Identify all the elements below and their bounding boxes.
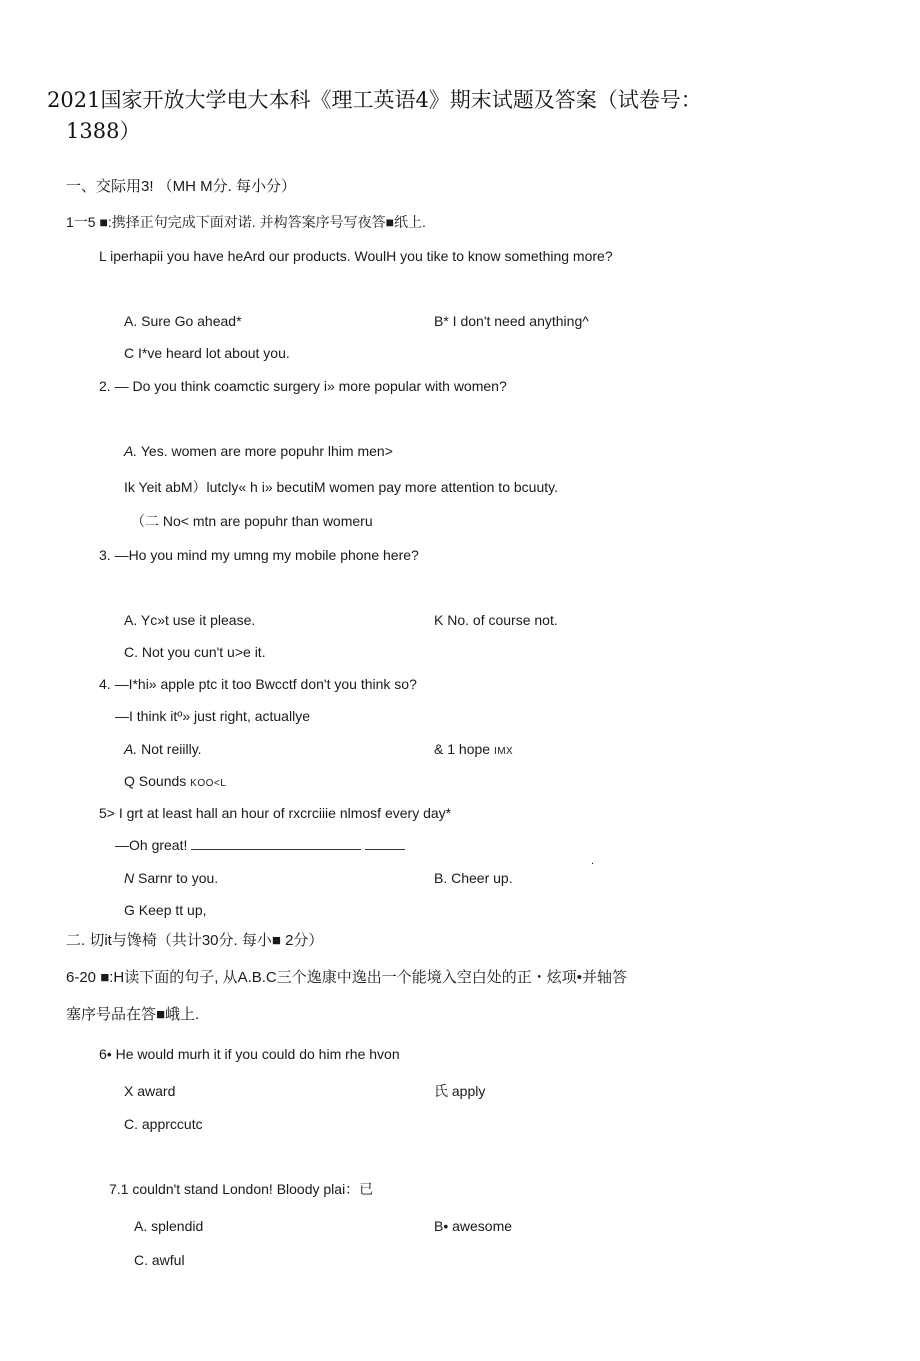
q5-stem: 5> I grt at least hall an hour of rxcrciiie nlmosf every day* (99, 805, 452, 821)
stray-dot: . (591, 855, 595, 867)
section2-heading: 二. 切it与馋椅（共计30分. 每小■ 2分） (66, 932, 324, 949)
q3-stem: 3. —Ho you mind my umng my mobile phone here? (99, 547, 419, 563)
q4-option-a-letter: A. (124, 741, 138, 757)
q7-option-c: C. awful (134, 1252, 185, 1268)
q4-option-b-text: & 1 hope (434, 741, 494, 757)
q1-option-a: A. Sure Go ahead* (124, 313, 242, 329)
q1-option-b: B* I don't need anything^ (434, 313, 589, 329)
q6-option-b: 氏 apply (434, 1083, 486, 1099)
q4-option-b-small: IMX (493, 746, 514, 757)
q1-stem: L iperhapii you have heArd our products. WoulH you tike to know something more? (99, 248, 613, 264)
q4-option-b (434, 740, 513, 761)
q5-answer-blank-tail (365, 837, 405, 850)
q5-option-b: B. Cheer up. (434, 870, 513, 886)
q7-option-a: A. splendid (134, 1218, 204, 1234)
q2-option-b: Ik Yeit abM）lutcly« h i» becutiM women pay more attention to bcuuty. (124, 479, 558, 495)
q6-option-a: X award (124, 1083, 176, 1099)
q4-option-c-small: KOO<L (190, 778, 227, 789)
q4-option-a-text: Not reiilly. (137, 741, 202, 757)
q4-stem-reply: —I think itº» just right, actuallye (115, 708, 310, 724)
q7-stem: 7.1 couldn't stand London! Bloody plai：已 (109, 1181, 374, 1197)
q7-option-b: B• awesome (434, 1218, 513, 1234)
q5-stem-reply (115, 836, 405, 854)
q3-option-a: A. Yc»t use it please. (124, 612, 256, 628)
q6-option-c: C. apprccutc (124, 1116, 203, 1132)
section1-instruction: 1一5 ■:携择正句完成下面对诺. 并构答案序号写夜答■纸上. (66, 214, 426, 230)
q1-option-c: C I*ve heard lot about you. (124, 345, 290, 361)
q3-option-c: C. Not you cun't u>e it. (124, 644, 266, 660)
q4-option-a (124, 740, 202, 758)
q4-option-c (124, 772, 226, 793)
q2-option-a-letter: A. (124, 443, 138, 459)
q5-option-a-letter: N (124, 870, 135, 886)
q2-option-a (124, 442, 393, 460)
q5-answer-blank (191, 837, 361, 850)
q2-option-c: （二 No< mtn are popuhr than womeru (131, 513, 373, 529)
q4-stem: 4. —I*hi» apple ptc it too Bwcctf don't you think so? (99, 676, 417, 692)
section2-instruction-line2: 塞序号品在答■峨上. (66, 1006, 200, 1023)
page-title-line2: 1388） (66, 119, 141, 143)
q2-stem: 2. — Do you think coamctic surgery i» more popular with women? (99, 378, 507, 394)
section1-heading: 一、交际用3! （MH M分. 每小分） (66, 178, 297, 195)
q3-option-b: K No. of course not. (434, 612, 558, 628)
q5-option-a (124, 869, 218, 887)
q5-option-c: G Keep tt up, (124, 902, 207, 918)
page-title-line1: 2021国家开放大学电大本科《理工英语4》期末试题及答案（试卷号： (47, 88, 702, 112)
q5-stem-reply-text: —Oh great! (115, 837, 188, 853)
section2-instruction-line1: 6-20 ■:H读下面的句子, 从A.B.C三个逸康中逸出一个能境入空白处的正・炫项•并轴答 (66, 969, 628, 986)
q5-option-a-text: Sarnr to you. (134, 870, 219, 886)
q6-stem: 6• He would murh it if you could do him rhe hvon (99, 1046, 400, 1062)
q4-option-c-text: Q Sounds (124, 773, 191, 789)
q2-option-a-text: Yes. women are more popuhr lhim men> (137, 443, 393, 459)
